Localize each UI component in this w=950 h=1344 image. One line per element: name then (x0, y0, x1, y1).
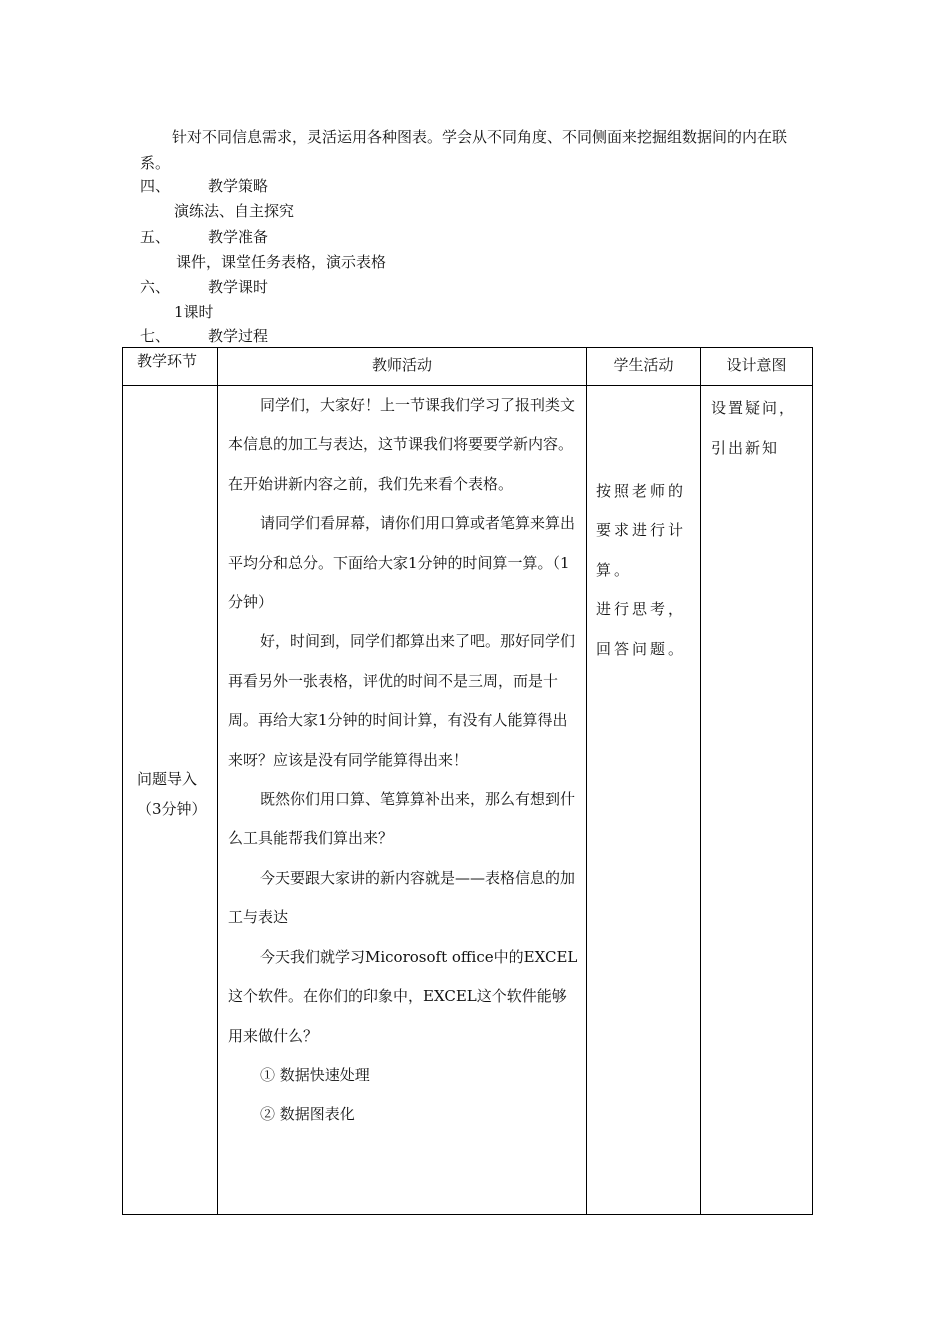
stage-name: 问题导入 (137, 770, 198, 788)
intro-paragraph: 针对不同信息需求，灵活运用各种图表。学会从不同角度、不同侧面来挖掘组数据间的内在联系。 (140, 128, 788, 172)
section-hours-heading (140, 276, 268, 297)
teacher-activity-text (218, 386, 586, 1135)
section-strategy-heading (140, 175, 268, 196)
teacher-activity-cell (218, 386, 587, 1215)
teacher-list-item: ② 数据图表化 (260, 1105, 355, 1124)
section-hours-content: 1课时 (174, 303, 214, 321)
section-preparation-content: 课件，课堂任务表格，演示表格 (176, 253, 387, 271)
section-title: 教学策略 (208, 177, 269, 195)
teacher-list-item: ① 数据快速处理 (260, 1065, 370, 1084)
section-title: 教学准备 (208, 228, 269, 246)
stage-text (137, 764, 207, 824)
teacher-paragraph: 今天我们就学习Micorosoft office中的EXCEL这个软件。在你们的印象中，EXCEL这个软件能够用来做什么？ (228, 947, 578, 1045)
table-row (123, 386, 813, 1215)
header-student-activity: 学生活动 (587, 348, 701, 386)
section-title: 教学课时 (208, 278, 269, 296)
lesson-process-table (122, 347, 813, 1215)
student-activity-item: 按照老师的要求进行计算。 (596, 482, 687, 579)
section-title: 教学过程 (208, 327, 269, 345)
section-number: 六、 (140, 278, 171, 296)
teacher-paragraph: 同学们，大家好！上一节课我们学习了报刊类文本信息的加工与表达，这节课我们将要要学新内容。在开始讲新内容之前，我们先来看个表格。 (228, 396, 576, 493)
design-intent-text: 设置疑问，引出新知 (711, 399, 797, 457)
section-preparation-heading (140, 226, 268, 247)
section-number: 七、 (140, 327, 171, 345)
teacher-paragraph: 既然你们用口算、笔算算补出来，那么有想到什么工具能帮我们算出来？ (228, 790, 576, 848)
section-process-heading (140, 325, 268, 346)
section-strategy-content: 演练法、自主探究 (174, 202, 295, 220)
header-design-intent: 设计意图 (701, 348, 813, 386)
section-number: 五、 (140, 228, 171, 246)
table-header-row (123, 348, 813, 386)
teacher-paragraph: 今天要跟大家讲的新内容就是——表格信息的加工与表达 (228, 868, 576, 927)
stage-cell (123, 386, 218, 1215)
student-activity-item: 进行思考，回答问题。 (596, 600, 687, 658)
header-teacher-activity: 教师活动 (218, 348, 587, 386)
header-stage: 教学环节 (123, 348, 218, 386)
stage-duration: （3分钟） (137, 800, 207, 818)
design-intent-cell (701, 386, 813, 1215)
section-number: 四、 (140, 177, 171, 195)
teacher-paragraph: 请同学们看屏幕，请你们用口算或者笔算来算出平均分和总分。下面给大家1分钟的时间算一算。（1分钟） (228, 514, 576, 612)
student-activity-cell (587, 386, 701, 1215)
student-activity-text (596, 472, 696, 669)
teacher-paragraph: 好，时间到，同学们都算出来了吧。那好同学们再看另外一张表格，评优的时间不是三周，而是十周。再给大家1分钟的时间计算，有没有人能算得出来呀？应该是没有同学能算得出来！ (228, 632, 576, 769)
